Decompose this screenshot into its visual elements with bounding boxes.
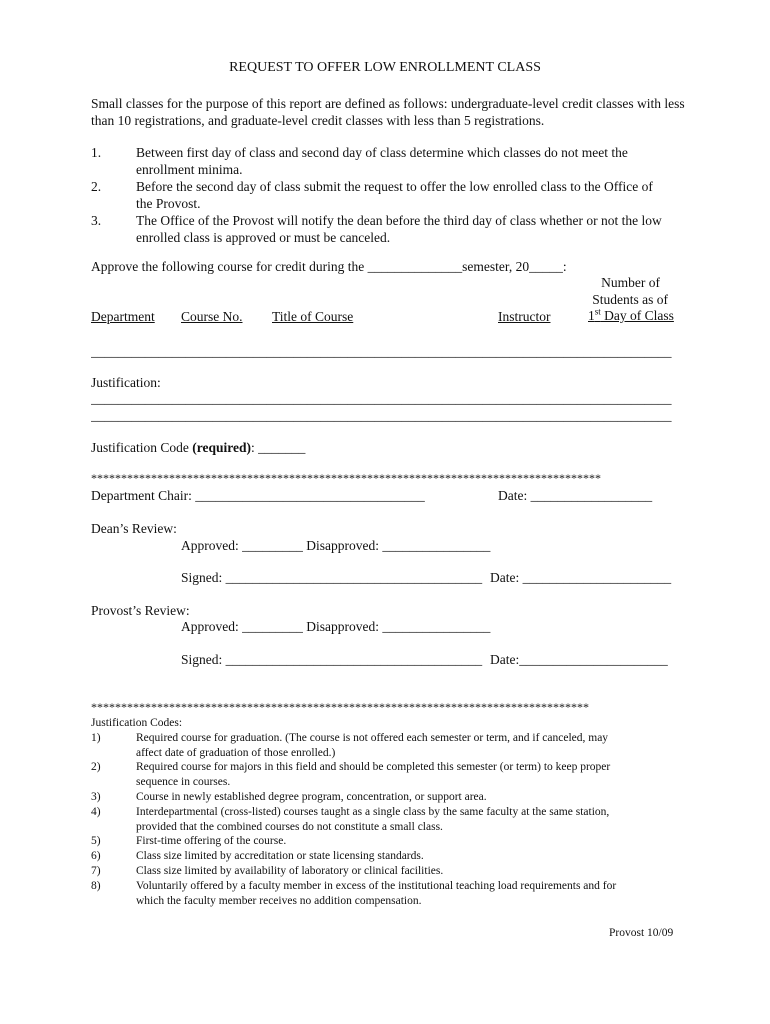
- justification-code-blank[interactable]: : _______: [251, 440, 306, 455]
- code-number: 2): [91, 761, 101, 774]
- justification-label: Justification:: [91, 375, 161, 390]
- justification-line-1[interactable]: ______________________________________________________________________________________: [91, 391, 672, 406]
- code-number: 7): [91, 864, 101, 877]
- step-text-cont: enrollment minima.: [136, 162, 243, 177]
- column-students-line1: Number of: [601, 275, 660, 290]
- column-instructor: Instructor: [498, 309, 551, 324]
- code-number: 1): [91, 731, 101, 744]
- justification-code-label: Justification Code: [91, 440, 193, 455]
- dean-approval-field[interactable]: Approved: _________ Disapproved: ________________: [181, 538, 491, 553]
- dean-date-field[interactable]: Date: ______________________: [490, 570, 672, 585]
- code-item: [91, 864, 691, 879]
- code-text: First-time offering of the course.: [136, 835, 287, 848]
- justification-codes-list: [91, 716, 691, 908]
- column-title: Title of Course: [272, 309, 354, 324]
- footer-revision: Provost 10/09: [609, 927, 674, 939]
- separator-stars: *************************************************************************************: [91, 471, 601, 485]
- code-item: [91, 834, 691, 849]
- column-students-line3: [588, 307, 674, 324]
- code-item: [91, 849, 691, 864]
- column-students-line2: Students as of: [592, 292, 668, 307]
- codes-heading: Justification Codes:: [91, 717, 183, 729]
- step-text-cont: enrolled class is approved or must be canceled.: [136, 230, 391, 245]
- provosts-review-label: Provost’s Review:: [91, 603, 190, 618]
- code-text-cont: provided that the combined courses do not constitute a small class.: [136, 820, 443, 833]
- form-title: REQUEST TO OFFER LOW ENROLLMENT CLASS: [229, 60, 541, 75]
- separator-stars-bottom: ***********************************************************************************: [91, 700, 589, 714]
- course-entry-line[interactable]: ______________________________________________________________________________________: [91, 344, 672, 359]
- step-number: 3.: [91, 213, 102, 228]
- code-text: Class size limited by accreditation or state licensing standards.: [136, 850, 424, 863]
- required-marker: (required): [192, 440, 251, 455]
- step-number: 1.: [91, 145, 102, 160]
- code-number: 5): [91, 835, 101, 848]
- ordinal-number: 1: [588, 308, 595, 323]
- department-chair-field[interactable]: Department Chair: __________________________________: [91, 488, 425, 503]
- step-text: The Office of the Provost will notify the dean before the third day of class whether or not the low: [136, 213, 662, 228]
- provost-approval-field[interactable]: Approved: _________ Disapproved: ________________: [181, 619, 491, 634]
- code-text-cont: sequence in courses.: [136, 776, 231, 789]
- step-text-cont: the Provost.: [136, 196, 201, 211]
- code-item: [91, 731, 691, 761]
- code-item: [91, 790, 691, 805]
- code-text: Class size limited by availability of laboratory or clinical facilities.: [136, 864, 444, 877]
- code-text-cont: affect date of graduation of those enrolled.): [136, 746, 336, 759]
- step-item: [91, 144, 691, 178]
- intro-paragraph: Small classes for the purpose of this report are defined as follows: undergraduate-level credit classes with less than 10 registrations, and graduate-level credit classes with less than 5 registrations.: [91, 96, 685, 128]
- code-number: 3): [91, 790, 101, 803]
- ordinal-suffix: st: [594, 306, 601, 317]
- code-item: [91, 879, 691, 909]
- code-text: Required course for graduation. (The course is not offered each semester or term, and if canceled, may: [136, 731, 609, 744]
- steps-list: [91, 144, 691, 246]
- code-number: 6): [91, 850, 101, 863]
- step-item: [91, 212, 691, 246]
- code-item: [91, 805, 691, 835]
- step-text: Between first day of class and second day of class determine which classes do not meet the: [136, 145, 628, 160]
- dean-signed-field[interactable]: Signed: ______________________________________: [181, 570, 483, 585]
- provost-signed-field[interactable]: Signed: ______________________________________: [181, 652, 483, 667]
- day-of-class-text: Day of Class: [600, 308, 674, 323]
- code-text: Required course for majors in this field and should be completed this semester (or term) to keep proper: [136, 761, 611, 774]
- approve-course-line[interactable]: Approve the following course for credit during the ______________semester, 20_____:: [91, 259, 567, 274]
- step-text: Before the second day of class submit the request to offer the low enrolled class to the Office of: [136, 179, 653, 194]
- provost-date-field[interactable]: Date:______________________: [490, 652, 668, 667]
- code-text: Course in newly established degree program, concentration, or support area.: [136, 790, 487, 803]
- justification-line-2[interactable]: ______________________________________________________________________________________: [91, 408, 672, 423]
- department-chair-date[interactable]: Date: __________________: [498, 488, 653, 503]
- column-course-no: Course No.: [181, 309, 243, 324]
- code-number: 4): [91, 805, 101, 818]
- code-text-cont: which the faculty member receives no addition compensation.: [136, 894, 422, 907]
- justification-code-field[interactable]: [91, 439, 305, 456]
- code-number: 8): [91, 879, 101, 892]
- step-item: [91, 178, 691, 212]
- code-text: Voluntarily offered by a faculty member in excess of the institutional teaching load requirements and for: [136, 879, 617, 892]
- column-department: Department: [91, 309, 155, 324]
- step-number: 2.: [91, 179, 102, 194]
- deans-review-label: Dean’s Review:: [91, 521, 177, 536]
- code-item: [91, 760, 691, 790]
- code-text: Interdepartmental (cross-listed) courses taught as a single class by the same faculty at the same station,: [136, 805, 610, 818]
